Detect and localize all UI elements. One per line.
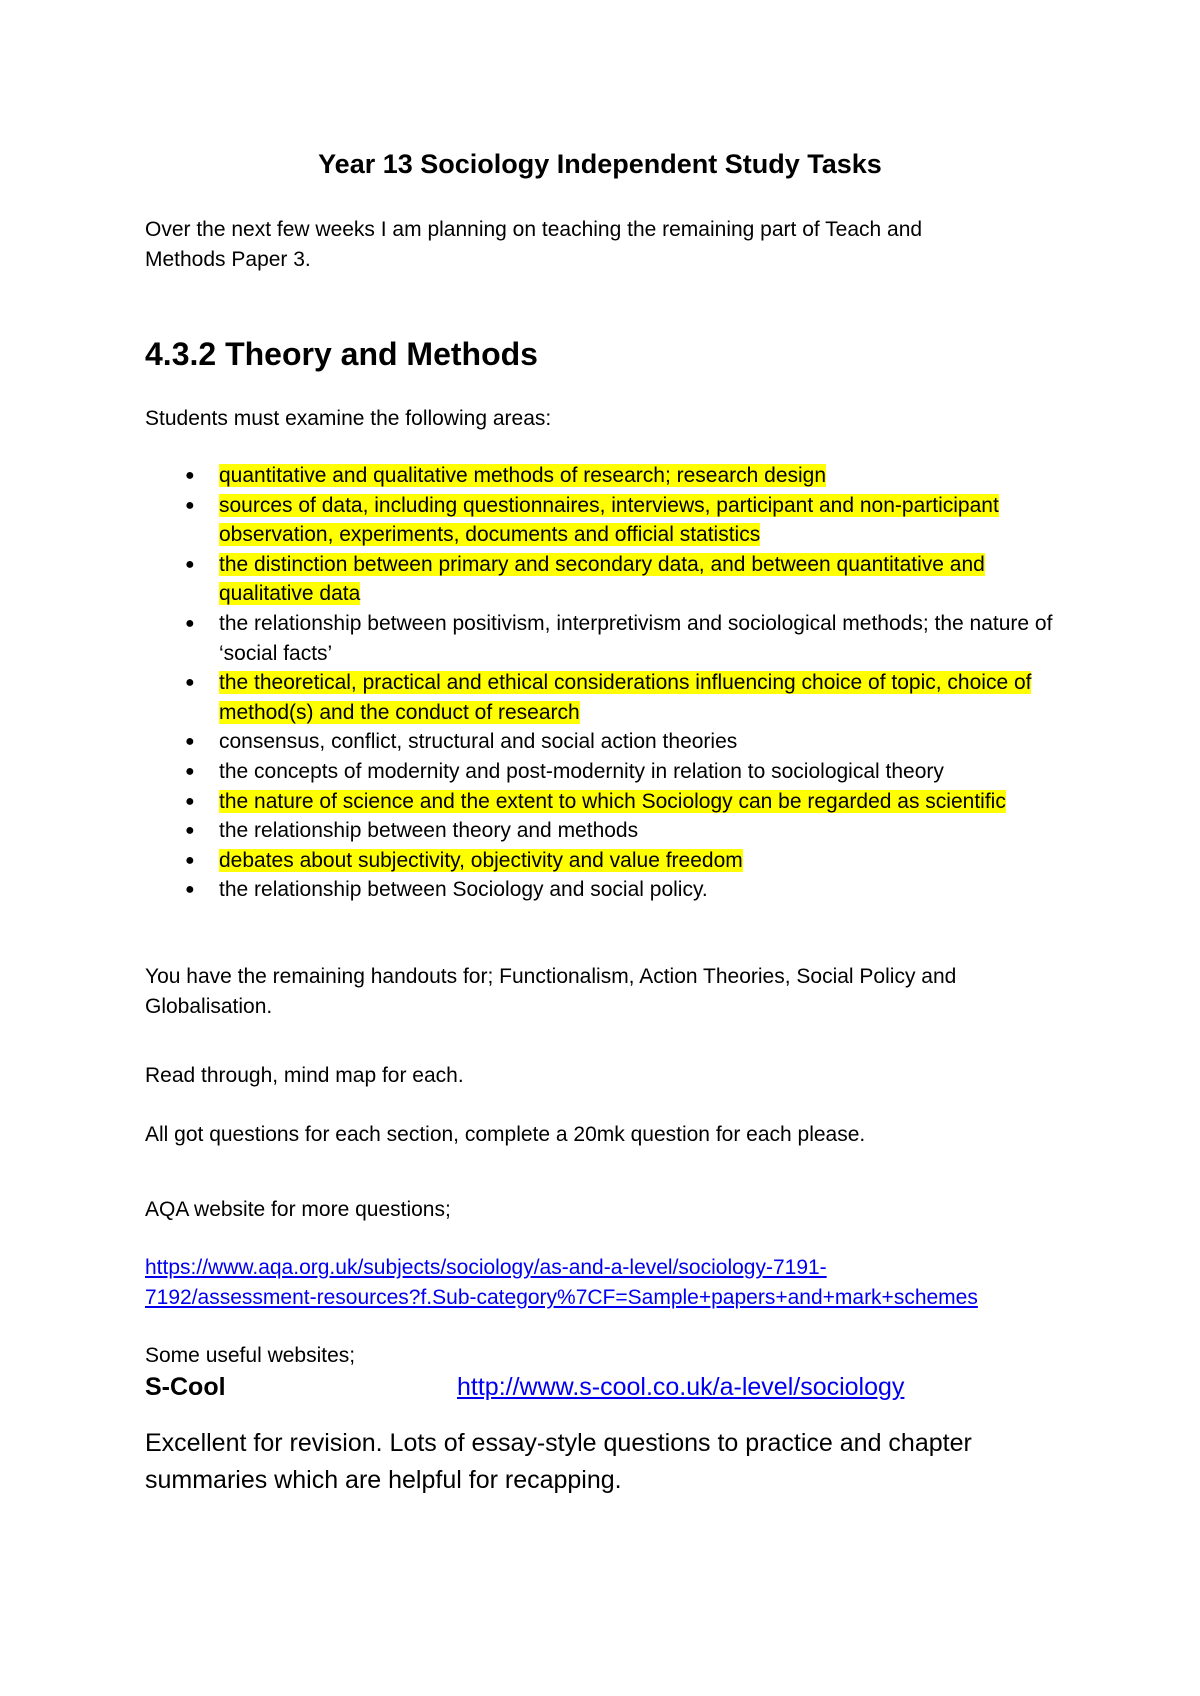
aqa-link[interactable] (145, 1253, 1025, 1313)
list-item-text: the theoretical, practical and ethical considerations influencing choice of topic, choice of method(s) and the conduct of research (219, 671, 1032, 724)
aqa-link-line-1: https://www.aqa.org.uk/subjects/sociology/as-and-a-level/sociology-7191- (145, 1256, 827, 1279)
list-item-text: debates about subjectivity, objectivity and value freedom (219, 848, 743, 872)
bullet-icon: ● (185, 614, 195, 632)
scool-description: Excellent for revision. Lots of essay-style questions to practice and chapter summaries which are helpful for recapping. (145, 1429, 972, 1494)
areas-list (145, 461, 1085, 905)
list-item (145, 816, 1085, 846)
handouts-paragraph: You have the remaining handouts for; Functionalism, Action Theories, Social Policy and Globalisation. (145, 965, 957, 1018)
useful-sites-intro: Some useful websites; (145, 1344, 356, 1367)
list-item-text: quantitative and qualitative methods of research; research design (219, 464, 827, 487)
list-item-text: the nature of science and the extent to which Sociology can be regarded as scientific (219, 789, 1006, 813)
list-item (145, 609, 1085, 668)
list-item (145, 491, 1085, 550)
scool-link[interactable]: http://www.s-cool.co.uk/a-level/sociology (457, 1373, 905, 1401)
bullet-icon: ● (185, 762, 195, 780)
bullet-icon: ● (185, 674, 195, 692)
list-item (145, 787, 1085, 817)
bullet-icon: ● (185, 496, 195, 514)
bullet-icon: ● (185, 822, 195, 840)
list-item-text: sources of data, including questionnaires, interviews, participant and non-participant observation, experiments, documents and official statistics (219, 493, 999, 547)
bullet-icon: ● (185, 467, 195, 484)
list-item (145, 550, 1085, 609)
section-heading: 4.3.2 Theory and Methods (145, 336, 538, 372)
read-through-paragraph: Read through, mind map for each. (145, 1064, 464, 1087)
aqa-intro: AQA website for more questions; (145, 1198, 451, 1221)
list-item-text: the relationship between positivism, interpretivism and sociological methods; the nature of ‘social facts’ (219, 611, 1053, 665)
list-item (145, 668, 1085, 727)
list-item-text: the distinction between primary and secondary data, and between quantitative and qualitative data (219, 552, 985, 606)
scool-name: S-Cool (145, 1373, 226, 1401)
questions-paragraph: All got questions for each section, complete a 20mk question for each please. (145, 1123, 866, 1146)
list-item-text: the concepts of modernity and post-modernity in relation to sociological theory (219, 759, 944, 783)
list-item-text: consensus, conflict, structural and social action theories (219, 730, 738, 754)
bullet-icon: ● (185, 733, 195, 751)
list-item (145, 727, 1085, 757)
bullet-icon: ● (185, 881, 195, 899)
list-item-text: the relationship between Sociology and social policy. (219, 878, 708, 902)
bullet-icon: ● (185, 555, 195, 573)
list-item (145, 875, 1085, 905)
bullet-icon: ● (185, 851, 195, 869)
scool-row (145, 1373, 1045, 1405)
aqa-link-line-2: 7192/assessment-resources?f.Sub-category%7CF=Sample+papers+and+mark+schemes (145, 1286, 978, 1309)
intro-paragraph: Over the next few weeks I am planning on teaching the remaining part of Teach and Methods Paper 3. (145, 218, 923, 271)
bullet-icon: ● (185, 792, 195, 810)
list-item-text: the relationship between theory and methods (219, 819, 639, 843)
areas-intro: Students must examine the following areas: (145, 407, 552, 430)
list-item (145, 757, 1085, 787)
list-item (145, 846, 1085, 876)
document-title: Year 13 Sociology Independent Study Tasks (318, 149, 882, 179)
list-item (145, 461, 1085, 491)
